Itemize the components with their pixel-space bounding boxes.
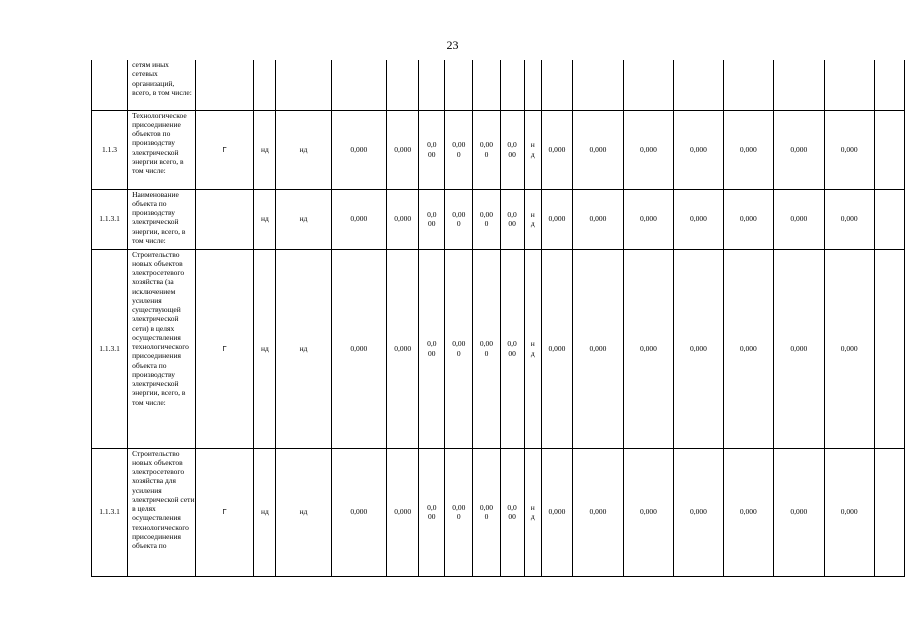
cell-s1 [419, 189, 445, 249]
cell-c1: нд [254, 448, 276, 576]
cell-s4-top: 0,0 [507, 502, 517, 512]
cell-s4-bottom: 00 [508, 512, 516, 521]
cell-s1-top: 0,0 [427, 502, 437, 512]
cell-s5-top: н [530, 209, 535, 219]
investment-table [91, 60, 905, 577]
cell-v6: 0,000 [773, 249, 824, 448]
cell-v3: 0,000 [623, 249, 673, 448]
table-row [92, 249, 905, 448]
cell-v4 [673, 60, 723, 110]
cell-s2 [445, 60, 473, 110]
cell-s2-bottom: 0 [456, 219, 461, 228]
cell-s5-bottom: д [530, 219, 535, 228]
cell-s1 [419, 60, 445, 110]
cell-v3: 0,000 [623, 448, 673, 576]
cell-s2 [445, 110, 473, 189]
cell-s5-bottom: д [530, 512, 535, 521]
cell-v2: 0,000 [573, 189, 624, 249]
cell-v2: 0,000 [573, 448, 624, 576]
table-row [92, 110, 905, 189]
row-marker [195, 60, 254, 110]
cell-s5 [524, 189, 541, 249]
cell-v7 [824, 60, 874, 110]
cell-s2-bottom: 0 [456, 512, 461, 521]
cell-s3 [473, 60, 500, 110]
cell-s1-bottom: 00 [428, 348, 436, 358]
cell-v5: 0,000 [723, 249, 773, 448]
cell-s3-bottom: 0 [484, 512, 489, 521]
cell-s4-top: 0,0 [507, 339, 517, 348]
cell-s1 [419, 110, 445, 189]
cell-c1: нд [254, 110, 276, 189]
cell-s5-top: н [530, 339, 535, 348]
cell-v4: 0,000 [673, 448, 723, 576]
cell-v1: 0,000 [541, 448, 572, 576]
cell-s5 [524, 249, 541, 448]
cell-v2: 0,000 [573, 110, 624, 189]
row-marker [195, 189, 254, 249]
cell-v6 [773, 60, 824, 110]
cell-v1: 0,000 [541, 110, 572, 189]
cell-s3-bottom: 0 [484, 348, 489, 358]
cell-v2: 0,000 [573, 249, 624, 448]
cell-c3: 0,000 [331, 448, 387, 576]
cell-s5-top: н [530, 502, 535, 512]
cell-v1 [541, 60, 572, 110]
cell-v7: 0,000 [824, 110, 874, 189]
cell-c2 [276, 60, 331, 110]
cell-v4: 0,000 [673, 110, 723, 189]
cell-s4 [500, 189, 524, 249]
cell-c2: нд [276, 189, 331, 249]
cell-s2-top: 0,00 [452, 339, 466, 348]
cell-s4-top: 0,0 [507, 140, 517, 149]
cell-s5 [524, 448, 541, 576]
cell-c3: 0,000 [331, 110, 387, 189]
cell-s2-top: 0,00 [452, 140, 466, 149]
cell-s3 [473, 110, 500, 189]
cell-s2 [445, 189, 473, 249]
cell-c4: 0,000 [387, 448, 419, 576]
cell-empty [874, 189, 904, 249]
row-code: 1.1.3.1 [92, 189, 128, 249]
row-marker: Г [195, 448, 254, 576]
cell-v5: 0,000 [723, 189, 773, 249]
cell-s3 [473, 249, 500, 448]
cell-s4 [500, 110, 524, 189]
cell-c1 [254, 60, 276, 110]
cell-s5 [524, 60, 541, 110]
cell-s3-top: 0,00 [479, 140, 493, 149]
cell-v3 [623, 60, 673, 110]
cell-s3-top: 0,00 [479, 209, 493, 219]
cell-v7: 0,000 [824, 249, 874, 448]
row-name: Строительство новых объектов электросетевого хозяйства (за исключением усиления существующей электрической сети) в целях осуществления технологического присоединения объекта по производству электрической энергии, всего, в том числе: [128, 249, 196, 448]
cell-s2-bottom: 0 [456, 348, 461, 358]
row-name: Строительство новых объектов электросетевого хозяйства для усиления электрической сети в целях осуществления технологического присоединения объекта по [128, 448, 196, 576]
cell-v6: 0,000 [773, 448, 824, 576]
row-name: Наименование объекта по производству электрической энергии, всего, в том числе: [128, 189, 196, 249]
cell-empty [874, 249, 904, 448]
cell-v5: 0,000 [723, 110, 773, 189]
cell-s1-top: 0,0 [427, 209, 437, 219]
cell-c3 [331, 60, 387, 110]
table-row [92, 448, 905, 576]
cell-s3 [473, 448, 500, 576]
cell-v3: 0,000 [623, 189, 673, 249]
row-code: 1.1.3 [92, 110, 128, 189]
row-marker: Г [195, 249, 254, 448]
row-code: 1.1.3.1 [92, 448, 128, 576]
cell-s4-bottom: 00 [508, 219, 516, 228]
cell-s5 [524, 110, 541, 189]
cell-s5-bottom: д [530, 149, 535, 159]
table-row [92, 60, 905, 110]
cell-s1-bottom: 00 [428, 512, 436, 521]
cell-s1-top: 0,0 [427, 140, 437, 149]
cell-c4: 0,000 [387, 110, 419, 189]
cell-v1: 0,000 [541, 249, 572, 448]
cell-s3-top: 0,00 [479, 339, 493, 348]
cell-c2: нд [276, 448, 331, 576]
cell-v5: 0,000 [723, 448, 773, 576]
cell-c2: нд [276, 249, 331, 448]
cell-s5-top: н [530, 140, 535, 149]
cell-c2: нд [276, 110, 331, 189]
cell-c3: 0,000 [331, 249, 387, 448]
page-number: 23 [446, 38, 459, 52]
cell-s3-bottom: 0 [484, 219, 489, 228]
cell-v3: 0,000 [623, 110, 673, 189]
table-row [92, 189, 905, 249]
cell-v1: 0,000 [541, 189, 572, 249]
cell-s2 [445, 448, 473, 576]
cell-s4 [500, 60, 524, 110]
cell-s1 [419, 249, 445, 448]
cell-v5 [723, 60, 773, 110]
row-name: Технологическое присоединение объектов по производству электрической энергии всего, в том числе: [128, 110, 196, 189]
cell-v2 [573, 60, 624, 110]
cell-s1-bottom: 00 [428, 219, 436, 228]
cell-s2-top: 0,00 [452, 209, 466, 219]
cell-s1-top: 0,0 [427, 339, 437, 348]
cell-empty [874, 110, 904, 189]
row-code: 1.1.3.1 [92, 249, 128, 448]
cell-c1: нд [254, 249, 276, 448]
cell-s4-bottom: 00 [508, 149, 516, 159]
cell-s1-bottom: 00 [428, 149, 436, 159]
cell-c3: 0,000 [331, 189, 387, 249]
cell-c1: нд [254, 189, 276, 249]
cell-empty [874, 448, 904, 576]
cell-s5-bottom: д [530, 348, 535, 358]
cell-v7: 0,000 [824, 448, 874, 576]
cell-s3-bottom: 0 [484, 149, 489, 159]
cell-c4 [387, 60, 419, 110]
cell-s4-top: 0,0 [507, 209, 517, 219]
cell-v4: 0,000 [673, 189, 723, 249]
cell-v6: 0,000 [773, 189, 824, 249]
cell-v6: 0,000 [773, 110, 824, 189]
cell-s2-bottom: 0 [456, 149, 461, 159]
cell-s2-top: 0,00 [452, 502, 466, 512]
row-name: сетям иных сетевых организаций, всего, в том числе: [128, 60, 196, 110]
cell-s4-bottom: 00 [508, 348, 516, 358]
cell-s4 [500, 249, 524, 448]
cell-c4: 0,000 [387, 189, 419, 249]
cell-c4: 0,000 [387, 249, 419, 448]
cell-s3 [473, 189, 500, 249]
cell-s1 [419, 448, 445, 576]
cell-empty [874, 60, 904, 110]
row-code [92, 60, 128, 110]
cell-s3-top: 0,00 [479, 502, 493, 512]
cell-s2 [445, 249, 473, 448]
cell-v4: 0,000 [673, 249, 723, 448]
row-marker: Г [195, 110, 254, 189]
cell-v7: 0,000 [824, 189, 874, 249]
cell-s4 [500, 448, 524, 576]
